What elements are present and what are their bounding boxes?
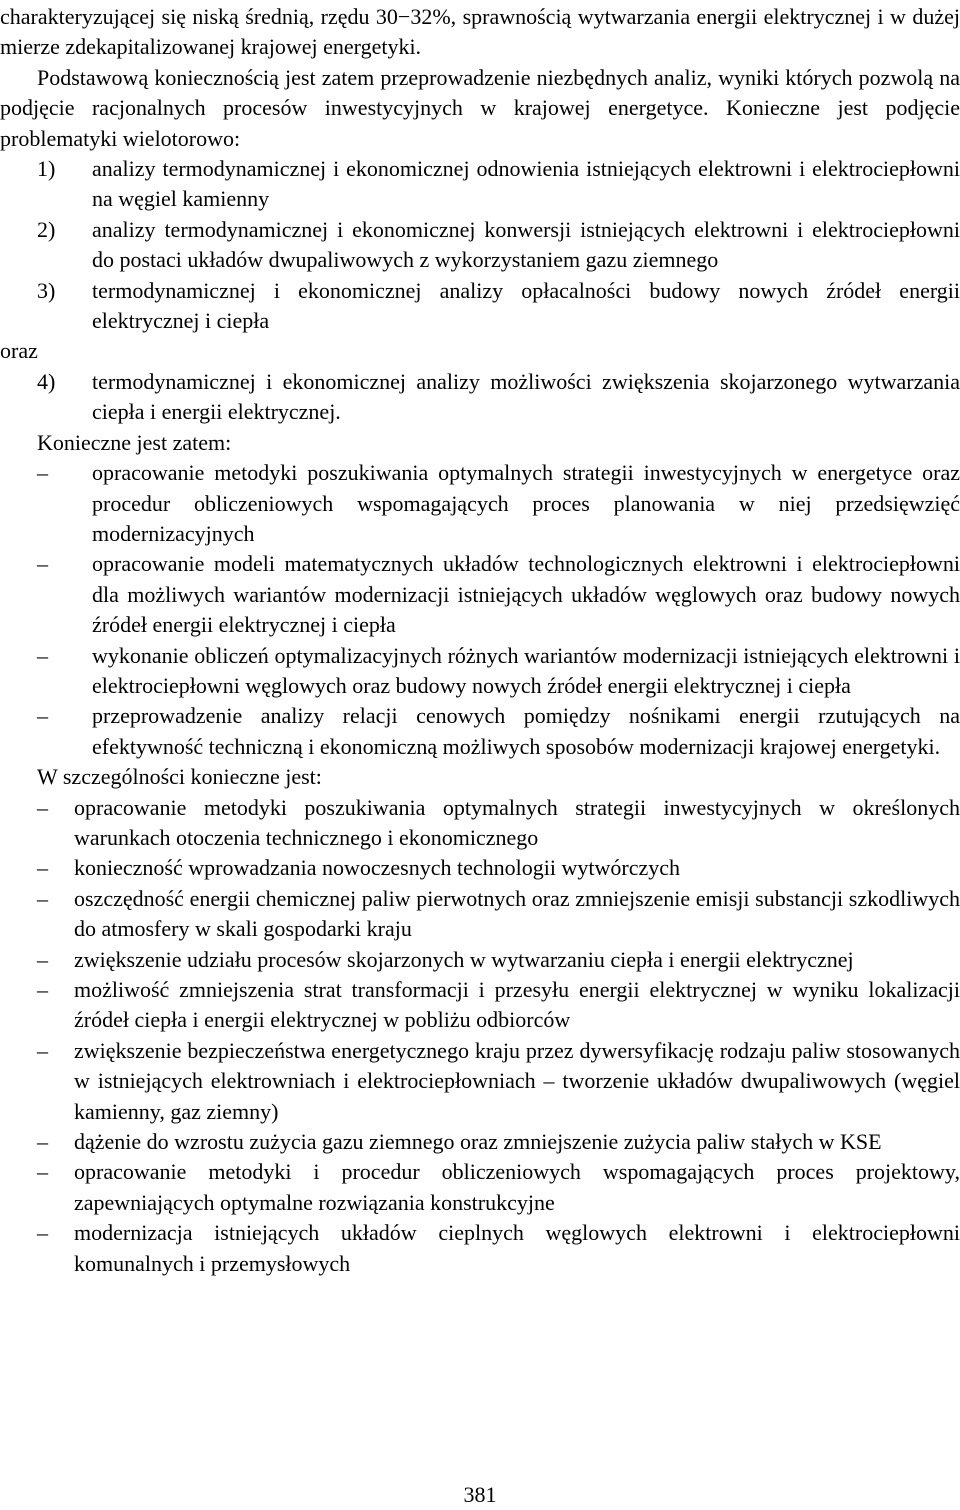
dash-marker: –	[37, 460, 48, 486]
dash-list-konieczne	[0, 458, 960, 762]
dash-marker: –	[37, 1159, 48, 1185]
list-item	[0, 1157, 960, 1218]
list-item-text: opracowanie modeli matematycznych układów technologicznych elektrowni i elektrociepłowni dla możliwych wariantów modernizacji istniejących układów węglowych oraz budowy nowych źródeł energii elektrycznej i ciepła	[92, 551, 960, 638]
dash-marker: –	[37, 1220, 48, 1246]
numbered-list-continued	[0, 367, 960, 428]
list-item-text: dążenie do wzrostu zużycia gazu ziemnego oraz zmniejszenie zużycia paliw stałych w KSE	[74, 1129, 882, 1155]
numbered-list	[0, 154, 960, 336]
list-item-text: opracowanie metodyki poszukiwania optymalnych strategii inwestycyjnych w określonych warunkach otoczenia technicznego i ekonomicznego	[74, 794, 960, 850]
list-item	[0, 154, 960, 215]
dash-marker: –	[37, 855, 48, 881]
list-item-text: zwiększenie udziału procesów skojarzonych w wytwarzaniu ciepła i energii elektrycznej	[74, 946, 854, 972]
dash-marker: –	[37, 946, 48, 972]
list-item-text: termodynamicznej i ekonomicznej analizy opłacalności budowy nowych źródeł energii elektrycznej i ciepła	[92, 277, 960, 334]
list-item	[0, 276, 960, 337]
list-item	[0, 1036, 960, 1127]
list-marker: 1)	[37, 156, 56, 182]
list-item-text: termodynamicznej i ekonomicznej analizy możliwości zwiększenia skojarzonego wytwarzania ciepła i energii elektrycznej.	[92, 368, 960, 425]
list-item-text: zwiększenie bezpieczeństwa energetycznego kraju przez dywersyfikację rodzaju paliw stosowanych w istniejących elektrowniach i elektrociepłowniach – tworzenie układów dwupaliwowych (węgiel kamienny, gaz ziemny)	[74, 1037, 960, 1124]
list-item-text: opracowanie metodyki i procedur obliczeniowych wspomagających proces projektowy, zapewniających optymalne rozwiązania konstrukcyjne	[74, 1159, 960, 1215]
list-item	[0, 215, 960, 276]
conjunction-line: oraz	[0, 338, 38, 364]
paragraph-continuation: charakteryzującej się niską średnią, rzędu 30−32%, sprawnością wytwarzania energii elektrycznej i w dużej mierze zdekapitalizowanej krajowej energetyki.	[0, 4, 960, 60]
list-item-text: analizy termodynamicznej i ekonomicznej konwersji istniejących elektrowni i elektrociepłowni do postaci układów dwupaliwowych z wykorzystaniem gazu ziemnego	[92, 216, 960, 273]
list-item	[0, 641, 960, 702]
dash-marker: –	[37, 794, 48, 820]
paragraph-intro: Podstawową koniecznością jest zatem przeprowadzenie niezbędnych analiz, wyniki których pozwolą na podjęcie racjonalnych procesów inwestycyjnych w krajowej energetyce. Konieczne jest podjęcie problematyki wielotorowo:	[0, 64, 960, 151]
list-item	[0, 458, 960, 549]
list-item	[0, 1127, 960, 1157]
list-item	[0, 884, 960, 945]
dash-marker: –	[37, 1129, 48, 1155]
list-item-text: przeprowadzenie analizy relacji cenowych pomiędzy nośnikami energii rzutujących na efektywność techniczną i ekonomiczną możliwych sposobów modernizacji krajowej energetyki.	[92, 703, 960, 759]
list-item	[0, 975, 960, 1036]
document-page	[0, 2, 960, 1279]
dash-marker: –	[37, 703, 48, 729]
list-item	[0, 1218, 960, 1279]
list-item	[0, 853, 960, 883]
list-item-text: wykonanie obliczeń optymalizacyjnych różnych wariantów modernizacji istniejących elektrowni i elektrociepłowni węglowych oraz budowy nowych źródeł energii elektrycznej i ciepła	[92, 642, 960, 698]
dash-marker: –	[37, 1037, 48, 1063]
dash-list-szczegolnosci	[0, 793, 960, 1280]
list-item	[0, 549, 960, 640]
dash-marker: –	[37, 885, 48, 911]
list-item-text: analizy termodynamicznej i ekonomicznej odnowienia istniejących elektrowni i elektrociepłowni na węgiel kamienny	[92, 156, 960, 212]
list-item	[0, 701, 960, 762]
list-marker: 3)	[37, 277, 56, 303]
list-item-text: możliwość zmniejszenia strat transformacji i przesyłu energii elektrycznej w wyniku lokalizacji źródeł ciepła i energii elektrycznej w pobliżu odbiorców	[74, 977, 960, 1033]
list-item	[0, 793, 960, 854]
list-marker: 4)	[37, 368, 56, 394]
list-item-text: opracowanie metodyki poszukiwania optymalnych strategii inwestycyjnych w energetyce oraz procedur obliczeniowych wspomagających proces planowania w niej przedsięwzięć modernizacyjnych	[92, 460, 960, 546]
list-item-text: modernizacja istniejących układów cieplnych węglowych elektrowni i elektrociepłowni komunalnych i przemysłowych	[74, 1220, 960, 1276]
list-item-text: konieczność wprowadzania nowoczesnych technologii wytwórczych	[74, 855, 680, 881]
dash-marker: –	[37, 642, 48, 668]
section-heading-szczegolnosci: W szczególności konieczne jest:	[37, 764, 322, 790]
list-item-text: oszczędność energii chemicznej paliw pierwotnych oraz zmniejszenie emisji substancji szkodliwych do atmosfery w skali gospodarki kraju	[74, 885, 960, 942]
list-marker: 2)	[37, 216, 56, 242]
list-item	[0, 945, 960, 975]
dash-marker: –	[37, 977, 48, 1002]
page-number: 381	[463, 1482, 497, 1507]
dash-marker: –	[37, 551, 48, 577]
section-heading-konieczne: Konieczne jest zatem:	[37, 429, 232, 455]
list-item	[0, 367, 960, 428]
